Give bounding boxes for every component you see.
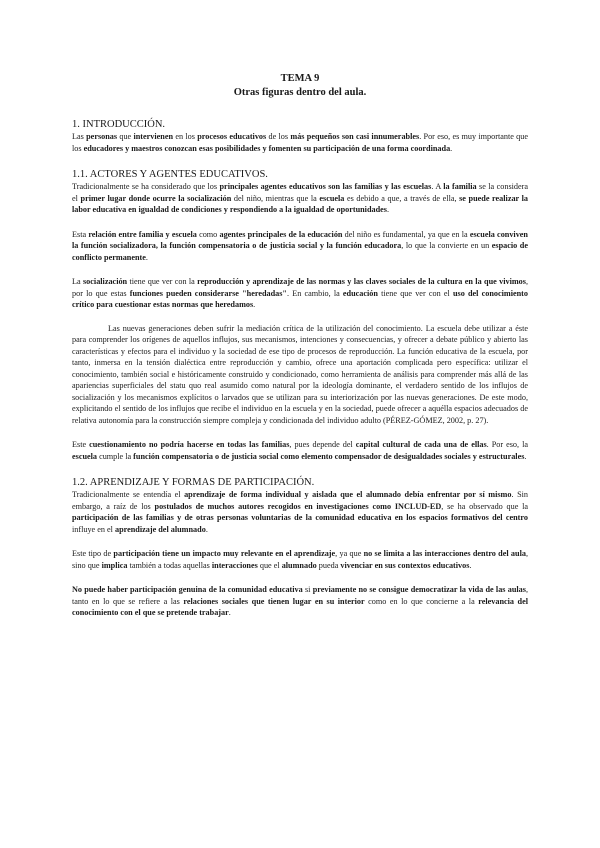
emphasis-text: función compensatoria o de justicia social como elemento compensador de desigualdades sociales y estructurales	[133, 451, 525, 461]
emphasis-text: más pequeños son casi innumerables	[290, 132, 420, 141]
emphasis-text: aprendizaje del alumnado	[114, 524, 206, 534]
emphasis-text: aprendizaje de forma individual y aislada que el alumnado debía enfrentar por sí mismo	[184, 490, 512, 499]
emphasis-text: procesos educativos	[197, 132, 267, 141]
emphasis-text: previamente no se consigue democratizar la vida de las aulas	[312, 585, 526, 594]
emphasis-text: primer lugar donde ocurre la socialización	[80, 193, 232, 203]
emphasis-text: personas	[86, 132, 118, 141]
emphasis-text: capital cultural de cada una de ellas	[355, 440, 487, 449]
block-quote: Las nuevas generaciones deben sufrir la mediación crítica de la utilización del conocimiento. La escuela debe utilizar a éste para comprender los orígenes de aquellos influjos, sus mecanismos, intenciones y consecuencias, y ofrecer a debate público y abierto las características y efectos para el individuo y la sociedad de ese tipo de procesos de reproducción. La función educativa de la escuela, por tanto, inmersa en la tensión dialéctica entre reproducción y cambio, ofrece una aportación complicada pero específica: utilizar el conocimiento, también social e históricamente construido y condicionado, como herramienta de análisis para comprender más allá de las apariencias superficiales del statu quo real asumido como natural por la ideología dominante, el verdadero sentido de los influjos de socialización y los mecanismos explícitos o larvados que se utilizan para su interiorización por las nuevas generaciones. De este modo, explicitando el sentido de los influjos que recibe el individuo en la escuela y en la sociedad, puede ofrecer a aquélla espacios adecuados de relativa autonomía para la construcción siempre compleja y condicionada del individuo adulto (PÉREZ-GÓMEZ, 2002, p. 27).	[72, 323, 528, 425]
emphasis-text: escuela	[319, 193, 345, 203]
emphasis-text: cuestionamiento no podría hacerse en todas las familias	[89, 440, 290, 449]
emphasis-text: vivenciar en sus contextos educativos	[340, 560, 470, 570]
document-page	[72, 72, 528, 619]
emphasis-text: interacciones	[211, 560, 258, 570]
actors-paragraph-3: La socialización tiene que ver con la reproducción y aprendizaje de las normas y las claves sociales de la cultura en la que vivimos, por lo que estas funciones pueden considerarse "heredadas". En cambio, la educación tiene que ver con el uso del conocimiento crítico para cuestionar estas normas que heredamos.	[72, 277, 528, 309]
emphasis-text: escuela	[72, 451, 98, 461]
emphasis-text: participación tiene un impacto muy relevante en el aprendizaje	[113, 549, 336, 558]
emphasis-text: intervienen	[133, 132, 174, 141]
emphasis-text: No puede haber participación genuina de la comunidad educativa	[72, 585, 303, 594]
emphasis-text: agentes principales de la educación	[219, 229, 343, 239]
learning-paragraph-2: Este tipo de participación tiene un impacto muy relevante en el aprendizaje, ya que no se limita a las interacciones dentro del aula, sino que implica también a todas aquellas interacciones que el alumnado pueda vivenciar en sus contextos educativos.	[72, 549, 528, 570]
emphasis-text: uso del conocimiento crítico para cuestionar estas normas que heredamos	[72, 288, 528, 309]
emphasis-text: escuela conviven la función socializadora, la función compensatoria o de justicia social y la función educadora	[72, 229, 528, 250]
topic-number: TEMA 9	[280, 73, 320, 84]
emphasis-text: educación	[342, 288, 378, 298]
emphasis-text: postulados de muchos autores recogidos en investigaciones como INCLUD-ED	[154, 501, 442, 511]
emphasis-text: relaciones sociales que tienen lugar en su interior	[183, 596, 365, 606]
heading-actores: 1.1. ACTORES Y AGENTES EDUCATIVOS.	[72, 169, 268, 180]
emphasis-text: se puede realizar la labor educativa en igualdad de condiciones y respondiendo a la igualdad de oportunidades	[72, 193, 528, 214]
learning-paragraph-3: No puede haber participación genuina de la comunidad educativa si previamente no se consigue democratizar la vida de las aulas, tanto en lo que se refiere a las relaciones sociales que tienen lugar en su interior como en lo que concierne a la relevancia del conocimiento con el que se pretende trabajar.	[72, 585, 528, 617]
emphasis-text: la familia	[443, 182, 477, 191]
emphasis-text: educadores y maestros conozcan esas posibilidades y fomenten su participación de una forma coordinada	[83, 143, 451, 153]
emphasis-text: espacio de conflicto permanente	[72, 241, 528, 262]
emphasis-text: participación de las familias y de otras personas voluntarias de la comunidad educativa en los espacios formativos del centro	[72, 513, 528, 522]
emphasis-text: relevancia del conocimiento con el que se pretende trabajar	[72, 596, 528, 617]
emphasis-text: relación entre familia y escuela	[88, 229, 197, 239]
actors-paragraph-1: Tradicionalmente se ha considerado que los principales agentes educativos son las familias y las escuelas. A la familia se la considera el primer lugar donde ocurre la socialización del niño, mientras que la escuela es debido a que, a través de ella, se puede realizar la labor educativa en igualdad de condiciones y respondiendo a la igualdad de oportunidades.	[72, 182, 528, 214]
actors-paragraph-4: Este cuestionamiento no podría hacerse en todas las familias, pues depende del capital cultural de cada una de ellas. Por eso, la escuela cumple la función compensatoria o de justicia social como elemento compensador de desigualdades sociales y estructurales.	[72, 440, 528, 461]
actors-paragraph-2: Esta relación entre familia y escuela como agentes principales de la educación del niño es fundamental, ya que en la escuela conviven la función socializadora, la función compensatoria o de justicia social y la función educadora, lo que la convierte en un espacio de conflicto permanente.	[72, 229, 528, 262]
emphasis-text: no se limita a las interacciones dentro del aula	[363, 549, 526, 558]
emphasis-text: funciones pueden considerarse "heredadas"	[129, 288, 287, 298]
emphasis-text: reproducción y aprendizaje de las normas y las claves sociales de la cultura en la que vivimos	[197, 277, 526, 286]
emphasis-text: principales agentes educativos son las familias y las escuelas	[219, 182, 432, 191]
page-title: Otras figuras dentro del aula.	[233, 87, 367, 98]
emphasis-text: implica	[101, 560, 128, 570]
emphasis-text: alumnado	[281, 560, 317, 570]
intro-paragraph: Las personas que intervienen en los procesos educativos de los más pequeños son casi innumerables. Por eso, es muy importante que los educadores y maestros conozcan esas posibilidades y fomenten su participación de una forma coordinada.	[72, 132, 528, 153]
learning-paragraph-1: Tradicionalmente se entendía el aprendizaje de forma individual y aislada que el alumnado debía enfrentar por sí mismo. Sin embargo, a raíz de los postulados de muchos autores recogidos en investigaciones como INCLUD-ED, se ha observado que la participación de las familias y de otras personas voluntarias de la comunidad educativa en los espacios formativos del centro influye en el aprendizaje del alumnado.	[72, 490, 529, 534]
heading-aprendizaje: 1.2. APRENDIZAJE Y FORMAS DE PARTICIPACIÓN.	[72, 477, 315, 488]
emphasis-text: socialización	[83, 277, 128, 286]
heading-introduccion: 1. INTRODUCCIÓN.	[72, 119, 166, 130]
